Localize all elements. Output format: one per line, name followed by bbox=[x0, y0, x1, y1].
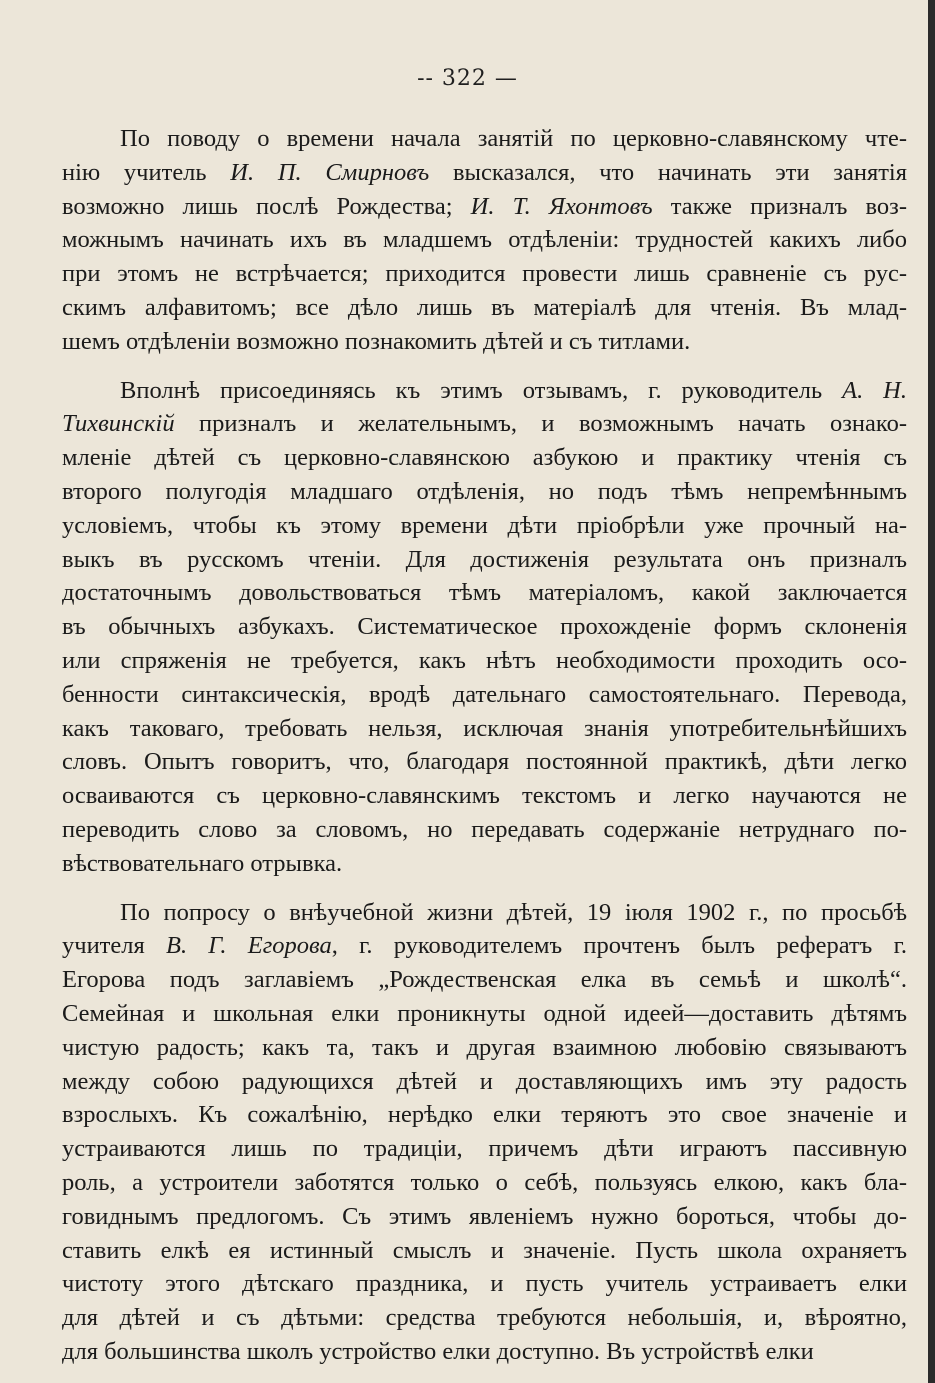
text-line bbox=[62, 475, 907, 509]
text-line bbox=[62, 223, 907, 257]
text-line bbox=[62, 745, 907, 779]
text-run: условіемъ, чтобы къ этому времени дѣти пріобрѣли уже прочный на- bbox=[62, 511, 907, 539]
italic-name: В. Г. Егорова bbox=[165, 932, 332, 960]
text-run: нію учитель bbox=[62, 158, 231, 186]
text-run: ставить елкѣ ея истинный смыслъ и значеніе. Пусть школа охраняетъ bbox=[62, 1236, 907, 1264]
text-run: Егорова подъ заглавіемъ „Рождественская елка въ семьѣ и школѣ“. bbox=[62, 966, 907, 994]
text-run: , г. руководителемъ прочтенъ былъ рефератъ г. bbox=[331, 932, 907, 960]
text-run: учителя bbox=[62, 932, 166, 960]
text-line bbox=[62, 374, 907, 408]
text-line bbox=[62, 509, 907, 543]
text-run: для дѣтей и съ дѣтьми: средства требуются небольшія, и, вѣроятно, bbox=[62, 1304, 907, 1332]
text-line bbox=[62, 997, 907, 1031]
text-run: высказался, что начинать эти занятія bbox=[429, 158, 908, 186]
text-run: какъ таковаго, требовать нельзя, исключая знанія употребительнѣйшихъ bbox=[62, 714, 907, 742]
text-line bbox=[62, 1234, 907, 1268]
paragraph bbox=[62, 374, 907, 881]
text-run: при этомъ не встрѣчается; приходится провести лишь сравненіе съ рус- bbox=[62, 260, 907, 288]
italic-name: И. П. Смирновъ bbox=[230, 158, 430, 186]
text-run: въ обычныхъ азбукахъ. Систематическое прохожденіе формъ склоненія bbox=[62, 613, 907, 641]
text-line bbox=[62, 190, 907, 224]
italic-name: И. Т. Яхонтовъ bbox=[470, 192, 653, 220]
text-run: чистую радость; какъ та, такъ и другая взаимною любовію связываютъ bbox=[62, 1033, 907, 1061]
text-run: возможно лишь послѣ Рождества; bbox=[62, 192, 471, 220]
text-run: можнымъ начинать ихъ въ младшемъ отдѣленіи: трудностей какихъ либо bbox=[62, 226, 907, 254]
text-line bbox=[62, 1267, 907, 1301]
text-run: бенности синтаксическія, вродѣ дательнаго самостоятельнаго. Перевода, bbox=[62, 680, 907, 708]
body-text bbox=[62, 122, 907, 1383]
text-run: устраиваются лишь по традиціи, причемъ дѣти играютъ пассивную bbox=[62, 1135, 907, 1163]
text-line bbox=[62, 929, 907, 963]
paragraph bbox=[62, 122, 907, 359]
text-run: для большинства школъ устройство елки доступно. Въ устройствѣ елки bbox=[62, 1337, 814, 1365]
text-run: чистоту этого дѣтскаго праздника, и пусть учитель устраиваетъ елки bbox=[62, 1270, 907, 1298]
text-line bbox=[62, 407, 907, 441]
text-line bbox=[62, 847, 907, 881]
text-line bbox=[62, 1065, 907, 1099]
text-run: или спряженія не требуется, какъ нѣтъ необходимости проходить осо- bbox=[62, 646, 907, 674]
scan-edge bbox=[928, 0, 935, 1383]
page-number: -- 322 — bbox=[417, 66, 518, 91]
text-run: роль, а устроители заботятся только о себѣ, пользуясь елкою, какъ бла- bbox=[62, 1168, 907, 1196]
text-line bbox=[62, 678, 907, 712]
text-line bbox=[62, 156, 907, 190]
text-line bbox=[62, 712, 907, 746]
text-run: говиднымъ предлогомъ. Съ этимъ явленіемъ нужно бороться, чтобы до- bbox=[62, 1202, 907, 1230]
text-line bbox=[62, 543, 907, 577]
text-run: Семейная и школьная елки проникнуты одной идеей—доставить дѣтямъ bbox=[62, 999, 907, 1027]
text-line bbox=[62, 963, 907, 997]
text-run: осваиваются съ церковно-славянскимъ текстомъ и легко научаются не bbox=[62, 782, 907, 810]
text-line bbox=[62, 122, 907, 156]
text-line bbox=[62, 1200, 907, 1234]
text-run: также призналъ воз- bbox=[652, 192, 907, 220]
text-line bbox=[62, 896, 907, 930]
text-run: переводить слово за словомъ, но передавать содержаніе нетруднаго по- bbox=[62, 815, 907, 843]
text-run: словъ. Опытъ говоритъ, что, благодаря постоянной практикѣ, дѣти легко bbox=[62, 748, 907, 776]
text-line bbox=[62, 813, 907, 847]
text-line bbox=[62, 257, 907, 291]
text-run: выкъ въ русскомъ чтеніи. Для достиженія результата онъ призналъ bbox=[62, 545, 907, 573]
text-line bbox=[62, 1335, 907, 1369]
text-run: По поводу о времени начала занятій по церковно-славянскому чте- bbox=[120, 125, 907, 152]
text-line bbox=[62, 610, 907, 644]
text-run: По попросу о внѣучебной жизни дѣтей, 19 іюля 1902 г., по просьбѣ bbox=[120, 898, 907, 926]
paragraph bbox=[62, 896, 907, 1369]
text-run: второго полугодія младшаго отдѣленія, но подъ тѣмъ непремѣннымъ bbox=[62, 477, 907, 505]
text-run: мленіе дѣтей съ церковно-славянскою азбукою и практику чтенія съ bbox=[62, 444, 907, 472]
text-line bbox=[62, 1132, 907, 1166]
text-run: между собою радующихся дѣтей и доставляющихъ имъ эту радость bbox=[62, 1067, 907, 1095]
text-line bbox=[62, 1166, 907, 1200]
text-run: Вполнѣ присоединяясь къ этимъ отзывамъ, г. руководитель bbox=[120, 376, 843, 404]
text-line bbox=[62, 325, 907, 359]
italic-name: А. Н. bbox=[842, 376, 907, 404]
text-run: вѣствовательнаго отрывка. bbox=[62, 849, 343, 877]
text-run: достаточнымъ довольствоваться тѣмъ матеріаломъ, какой заключается bbox=[62, 579, 907, 607]
text-line bbox=[62, 644, 907, 678]
text-line bbox=[62, 1301, 907, 1335]
text-line bbox=[62, 1098, 907, 1132]
italic-name: Тихвинскій bbox=[62, 410, 175, 438]
text-line bbox=[62, 291, 907, 325]
text-run: взрослыхъ. Къ сожалѣнію, нерѣдко елки теряютъ это свое значеніе и bbox=[62, 1101, 907, 1129]
text-line bbox=[62, 779, 907, 813]
text-run: скимъ алфавитомъ; все дѣло лишь въ матеріалѣ для чтенія. Въ млад- bbox=[62, 293, 907, 321]
text-run: шемъ отдѣленіи возможно познакомить дѣтей и съ титлами. bbox=[62, 327, 691, 355]
text-line bbox=[62, 441, 907, 475]
text-run: призналъ и желательнымъ, и возможнымъ начать ознако- bbox=[174, 410, 907, 438]
text-line bbox=[62, 576, 907, 610]
text-line bbox=[62, 1031, 907, 1065]
